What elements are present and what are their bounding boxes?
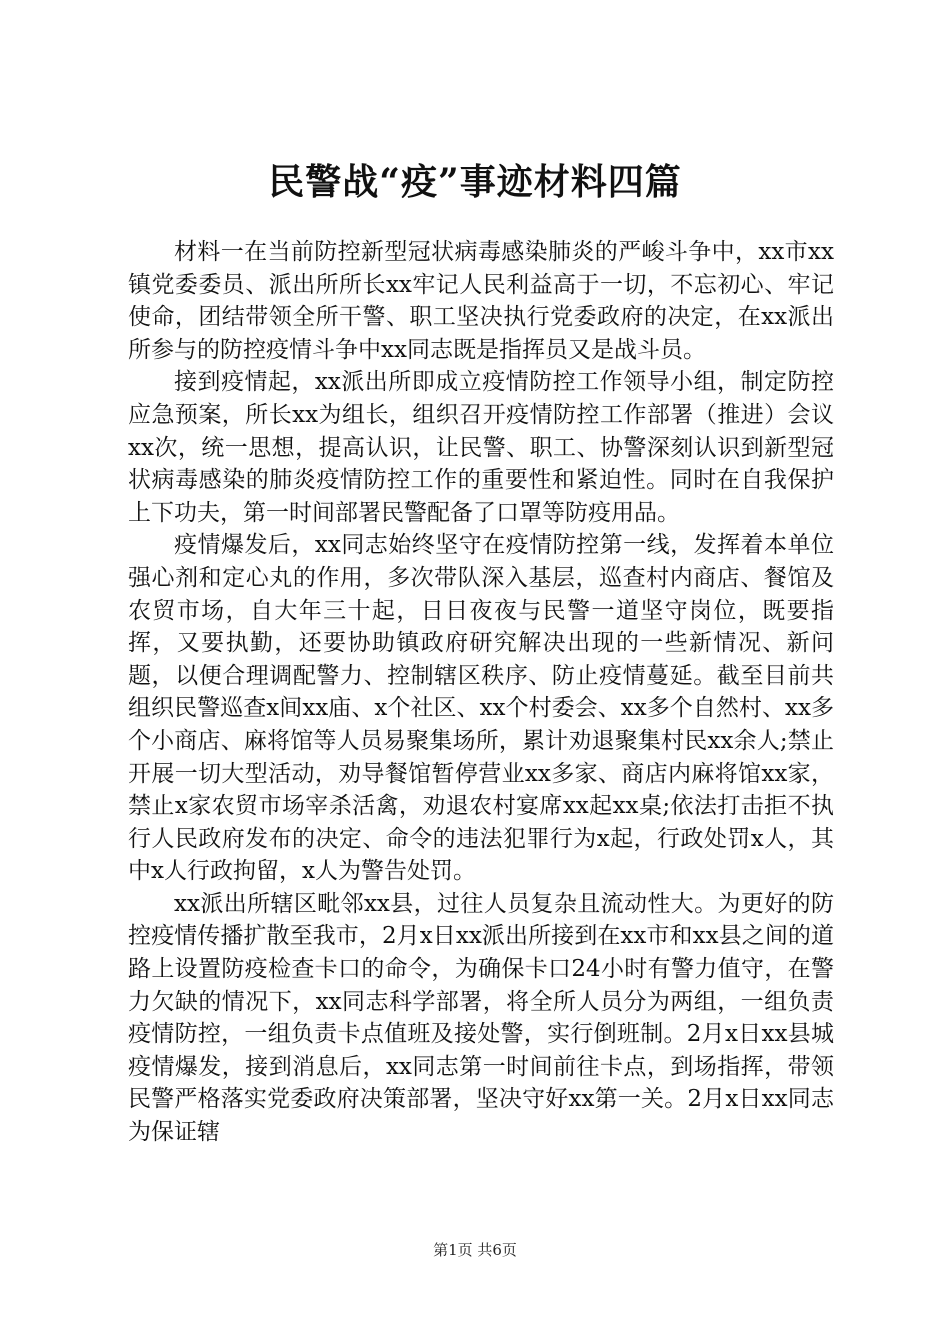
page-number-footer: 第1页 共6页 [433, 1241, 517, 1259]
document-title: 民警战“疫”事迹材料四篇 [268, 161, 682, 203]
paragraph-2: 接到疫情起，xx派出所即成立疫情防控工作领导小组，制定防控应急预案，所长xx为组长，组织召开疫情防控工作部署（推进）会议xx次，统一思想，提高认识，让民警、职工、协警深刻认识到新型冠状病毒感染的肺炎疫情防控工作的重要性和紧迫性。同时在自我保护上下功夫，第一时间部署民警配备了口罩等防疫用品。 [128, 369, 834, 526]
paragraph-1: 材料一在当前防控新型冠状病毒感染肺炎的严峻斗争中，xx市xx镇党委委员、派出所所长xx牢记人民利益高于一切，不忘初心、牢记使命，团结带领全所干警、职工坚决执行党委政府的决定，在xx派出所参与的防控疫情斗争中xx同志既是指挥员又是战斗员。 [128, 239, 834, 363]
document-body [128, 236, 834, 1149]
paragraph-3: 疫情爆发后，xx同志始终坚守在疫情防控第一线，发挥着本单位强心剂和定心丸的作用，多次带队深入基层，巡查村内商店、餐馆及农贸市场，自大年三十起，日日夜夜与民警一道坚守岗位，既要指挥，又要执勤，还要协助镇政府研究解决出现的一些新情况、新问题，以便合理调配警力、控制辖区秩序、防止疫情蔓延。截至目前共组织民警巡查x间xx庙、x个社区、xx个村委会、xx多个自然村、xx多个小商店、麻将馆等人员易聚集场所，累计劝退聚集村民xx余人;禁止开展一切大型活动，劝导餐馆暂停营业xx多家、商店内麻将馆xx家，禁止x家农贸市场宰杀活禽，劝退农村宴席xx起xx桌;依法打击拒不执行人民政府发布的决定、命令的违法犯罪行为x起，行政处罚x人，其中x人行政拘留，x人为警告处罚。 [128, 532, 834, 885]
paragraph-4: xx派出所辖区毗邻xx县，过往人员复杂且流动性大。为更好的防控疫情传播扩散至我市，2月x日xx派出所接到在xx市和xx县之间的道路上设置防疫检查卡口的命令，为确保卡口24小时有警力值守，在警力欠缺的情况下，xx同志科学部署，将全所人员分为两组，一组负责疫情防控，一组负责卡点值班及接处警，实行倒班制。2月x日xx县城疫情爆发，接到消息后，xx同志第一时间前往卡点，到场指挥，带领民警严格落实党委政府决策部署，坚决守好xx第一关。2月x日xx同志为保证辖 [128, 890, 834, 1146]
